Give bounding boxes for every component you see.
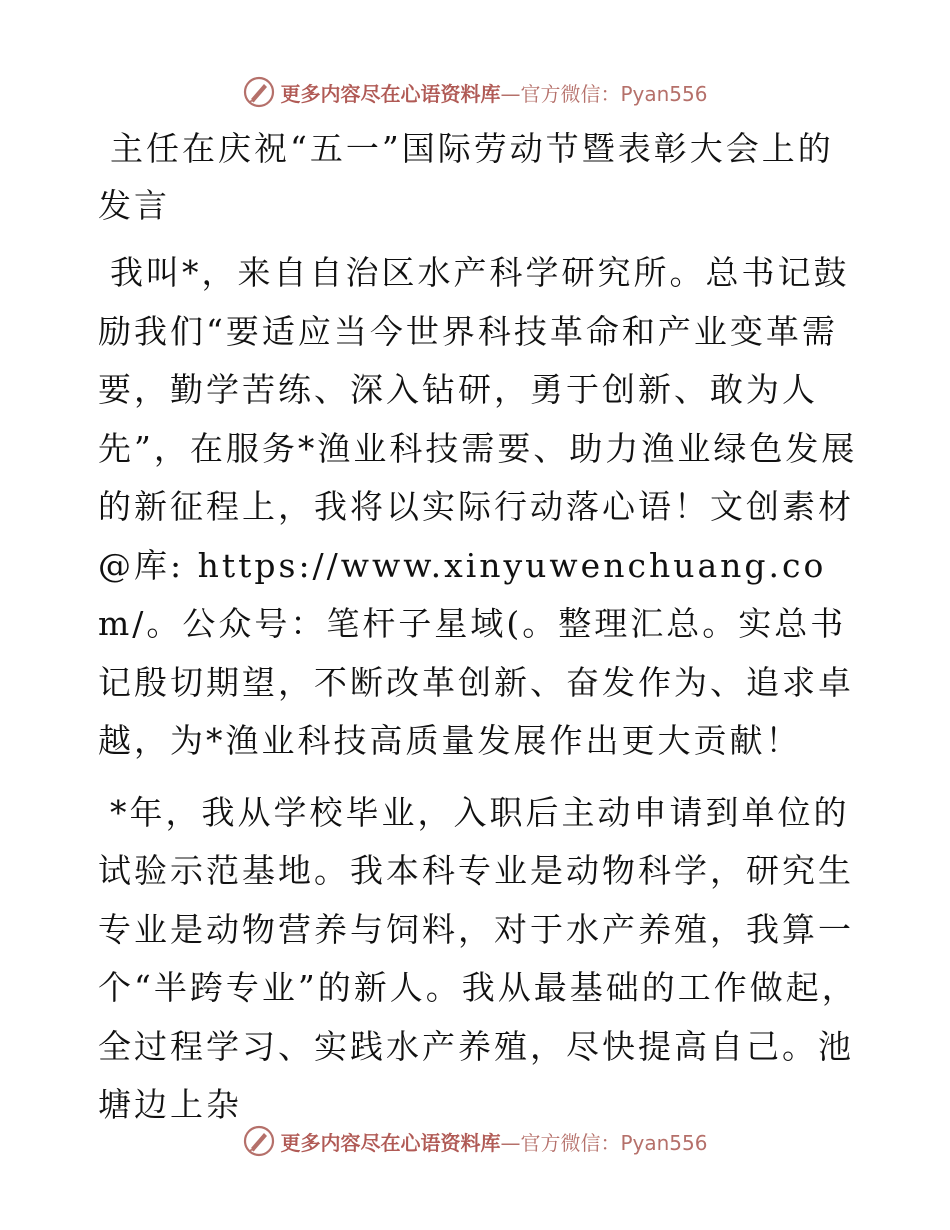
- document-body: [98, 120, 858, 1148]
- watermark-brand: 更多内容尽在心语资料库: [280, 81, 501, 106]
- pen-seal-icon: [242, 75, 276, 109]
- watermark-brand: 更多内容尽在心语资料库: [280, 1130, 501, 1155]
- footer-watermark-banner: [0, 1121, 950, 1161]
- watermark-wechat: 官方微信：Pyan556: [520, 81, 708, 106]
- watermark-separator: —: [500, 81, 521, 106]
- document-title: 主任在庆祝“五一”国际劳动节暨表彰大会上的发言: [98, 129, 834, 225]
- watermark-text: [280, 78, 707, 107]
- pen-seal-icon: [242, 1124, 276, 1158]
- watermark-text: [280, 1127, 707, 1156]
- watermark-wechat: 官方微信：Pyan556: [520, 1130, 708, 1155]
- paragraph-1: 我叫*，来自自治区水产科学研究所。总书记鼓励我们“要适应当今世界科技革命和产业变革需要，勤学苦练、深入钻研，勇于创新、敢为人先”，在服务*渔业科技需要、助力渔业绿色发展的新征程上，我将以实际行动落心语！文创素材@库: https://www.xinyuwenchuang.com/。公众号：笔杆子星域(。整理汇总。实总书记殷切期望，不断改革创新、奋发作为、追求卓越，为*渔业科技高质量发展作出更大贡献！: [98, 253, 858, 760]
- header-watermark-banner: [0, 72, 950, 112]
- watermark-separator: —: [500, 1130, 521, 1155]
- paragraph-2: *年，我从学校毕业，入职后主动申请到单位的试验示范基地。我本科专业是动物科学，研究生专业是动物营养与饲料，对于水产养殖，我算一个“半跨专业”的新人。我从最基础的工作做起，全过程学习、实践水产养殖，尽快提高自己。池塘边上杂: [98, 792, 858, 1124]
